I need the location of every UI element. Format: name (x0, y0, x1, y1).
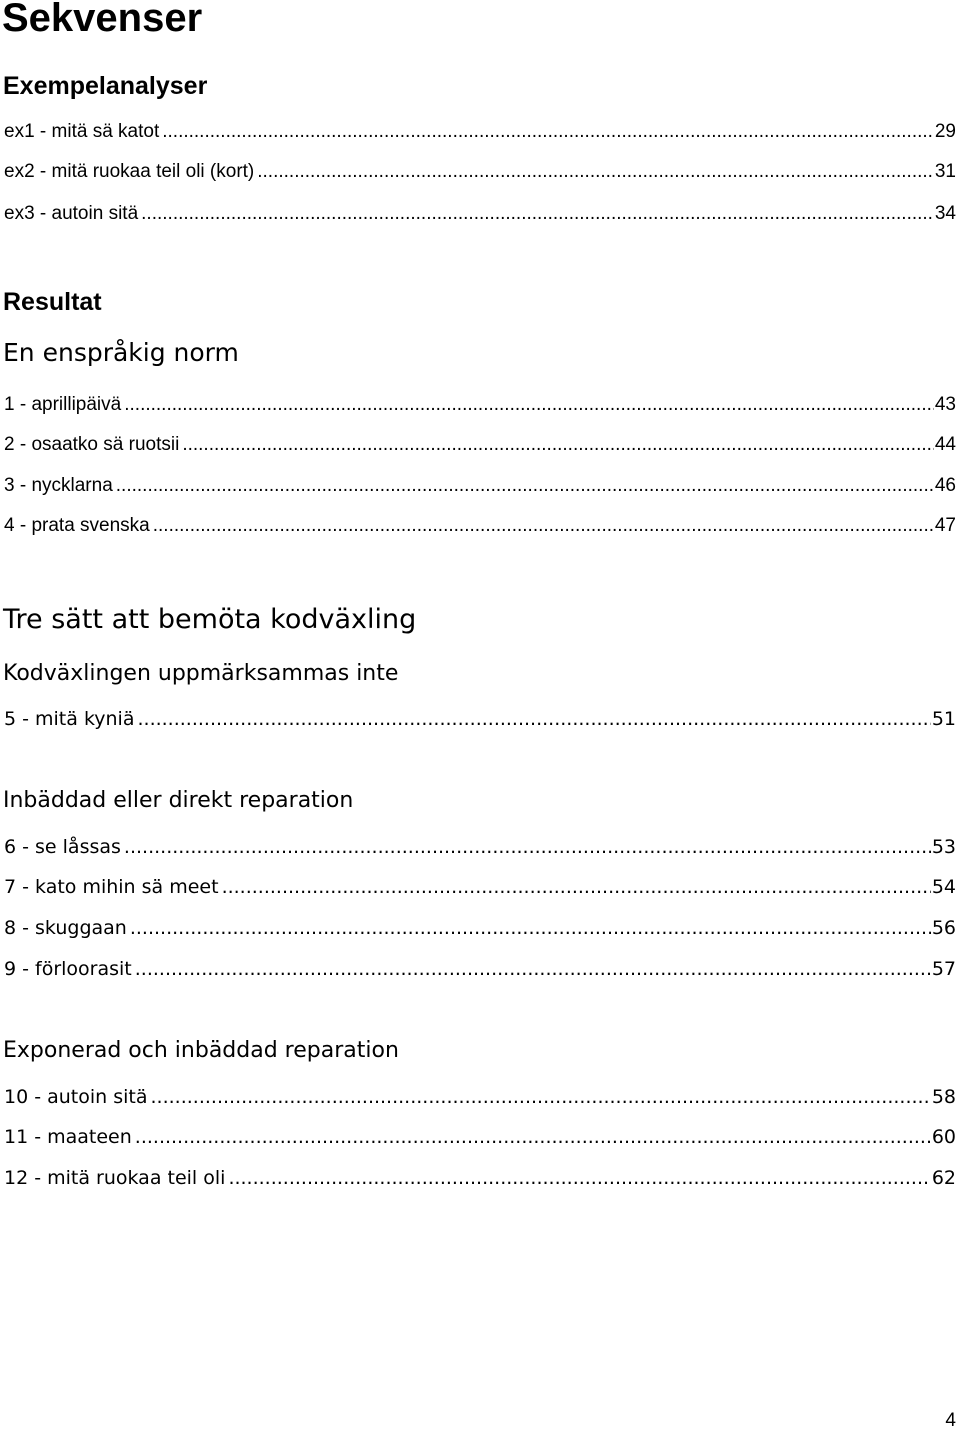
toc-entry[interactable] (4, 1125, 956, 1149)
dot-leader (130, 916, 931, 940)
toc-entry-page: 56 (931, 917, 956, 939)
toc-entry-label: ex3 - autoin sitä (4, 203, 139, 224)
toc-entry-label: 10 - autoin sitä (4, 1086, 148, 1108)
toc-entry[interactable] (4, 916, 956, 940)
toc-entry[interactable] (4, 393, 956, 417)
toc-entry-page: 58 (931, 1086, 956, 1108)
toc-entry-page: 51 (931, 708, 956, 730)
toc-entry-label: 1 - aprillipäivä (4, 394, 122, 415)
subsection-heading-inbaddad: Inbäddad eller direkt reparation (3, 788, 354, 813)
dot-leader (135, 957, 931, 981)
toc-entry-page: 29 (934, 121, 956, 142)
dot-leader (257, 160, 934, 184)
toc-entry-label: 9 - förloorasit (4, 958, 132, 980)
toc-entry-page: 57 (931, 958, 956, 980)
toc-entry[interactable] (4, 875, 956, 899)
toc-entry-label: 12 - mitä ruokaa teil oli (4, 1167, 226, 1189)
page-title: Sekvenser (2, 0, 203, 40)
toc-entry-label: 4 - prata svenska (4, 515, 150, 536)
dot-leader (124, 393, 934, 417)
toc-entry-label: ex1 - mitä sä katot (4, 121, 160, 142)
toc-entry-page: 34 (934, 203, 956, 224)
page-number: 4 (945, 1410, 956, 1431)
dot-leader (182, 433, 934, 457)
toc-entry[interactable] (4, 160, 956, 184)
toc-entry[interactable] (4, 707, 956, 731)
toc-entry-label: 3 - nycklarna (4, 475, 113, 496)
toc-entry-page: 43 (934, 394, 956, 415)
toc-entry[interactable] (4, 957, 956, 981)
toc-entry[interactable] (4, 474, 956, 498)
dot-leader (116, 474, 934, 498)
subsection-heading-enspråkig-norm: En enspråkig norm (3, 338, 239, 367)
dot-leader (222, 875, 931, 899)
toc-entry-page: 31 (934, 161, 956, 182)
toc-entry-label: 5 - mitä kyniä (4, 708, 135, 730)
toc-entry-page: 60 (931, 1126, 956, 1148)
section-heading-exempelanalyser: Exempelanalyser (3, 72, 208, 100)
dot-leader (228, 1166, 930, 1190)
dot-leader (151, 1085, 931, 1109)
toc-entry[interactable] (4, 514, 956, 538)
dot-leader (137, 707, 930, 731)
toc-entry-page: 46 (934, 475, 956, 496)
dot-leader (153, 514, 934, 538)
toc-entry-page: 54 (931, 876, 956, 898)
toc-entry[interactable] (4, 120, 956, 144)
subsection-heading-exponerad: Exponerad och inbäddad reparation (3, 1038, 399, 1063)
toc-entry[interactable] (4, 1166, 956, 1190)
dot-leader (141, 202, 934, 226)
toc-entry-page: 62 (931, 1167, 956, 1189)
toc-entry-page: 53 (931, 836, 956, 858)
toc-entry-label: 6 - se låssas (4, 836, 121, 858)
subsection-heading-uppmarksammas-inte: Kodväxlingen uppmärksammas inte (3, 661, 399, 686)
toc-entry-label: 11 - maateen (4, 1126, 132, 1148)
toc-entry[interactable] (4, 1085, 956, 1109)
toc-entry-label: 7 - kato mihin sä meet (4, 876, 219, 898)
toc-entry-label: 2 - osaatko sä ruotsii (4, 434, 180, 455)
toc-entry-label: 8 - skuggaan (4, 917, 127, 939)
toc-entry[interactable] (4, 835, 956, 859)
dot-leader (124, 835, 931, 859)
section-heading-tre-satt: Tre sätt att bemöta kodväxling (3, 604, 417, 635)
toc-entry[interactable] (4, 202, 956, 226)
toc-entry[interactable] (4, 433, 956, 457)
section-heading-resultat: Resultat (3, 288, 102, 316)
toc-entry-label: ex2 - mitä ruokaa teil oli (kort) (4, 161, 255, 182)
dot-leader (162, 120, 934, 144)
dot-leader (135, 1125, 931, 1149)
toc-entry-page: 47 (934, 515, 956, 536)
toc-entry-page: 44 (934, 434, 956, 455)
